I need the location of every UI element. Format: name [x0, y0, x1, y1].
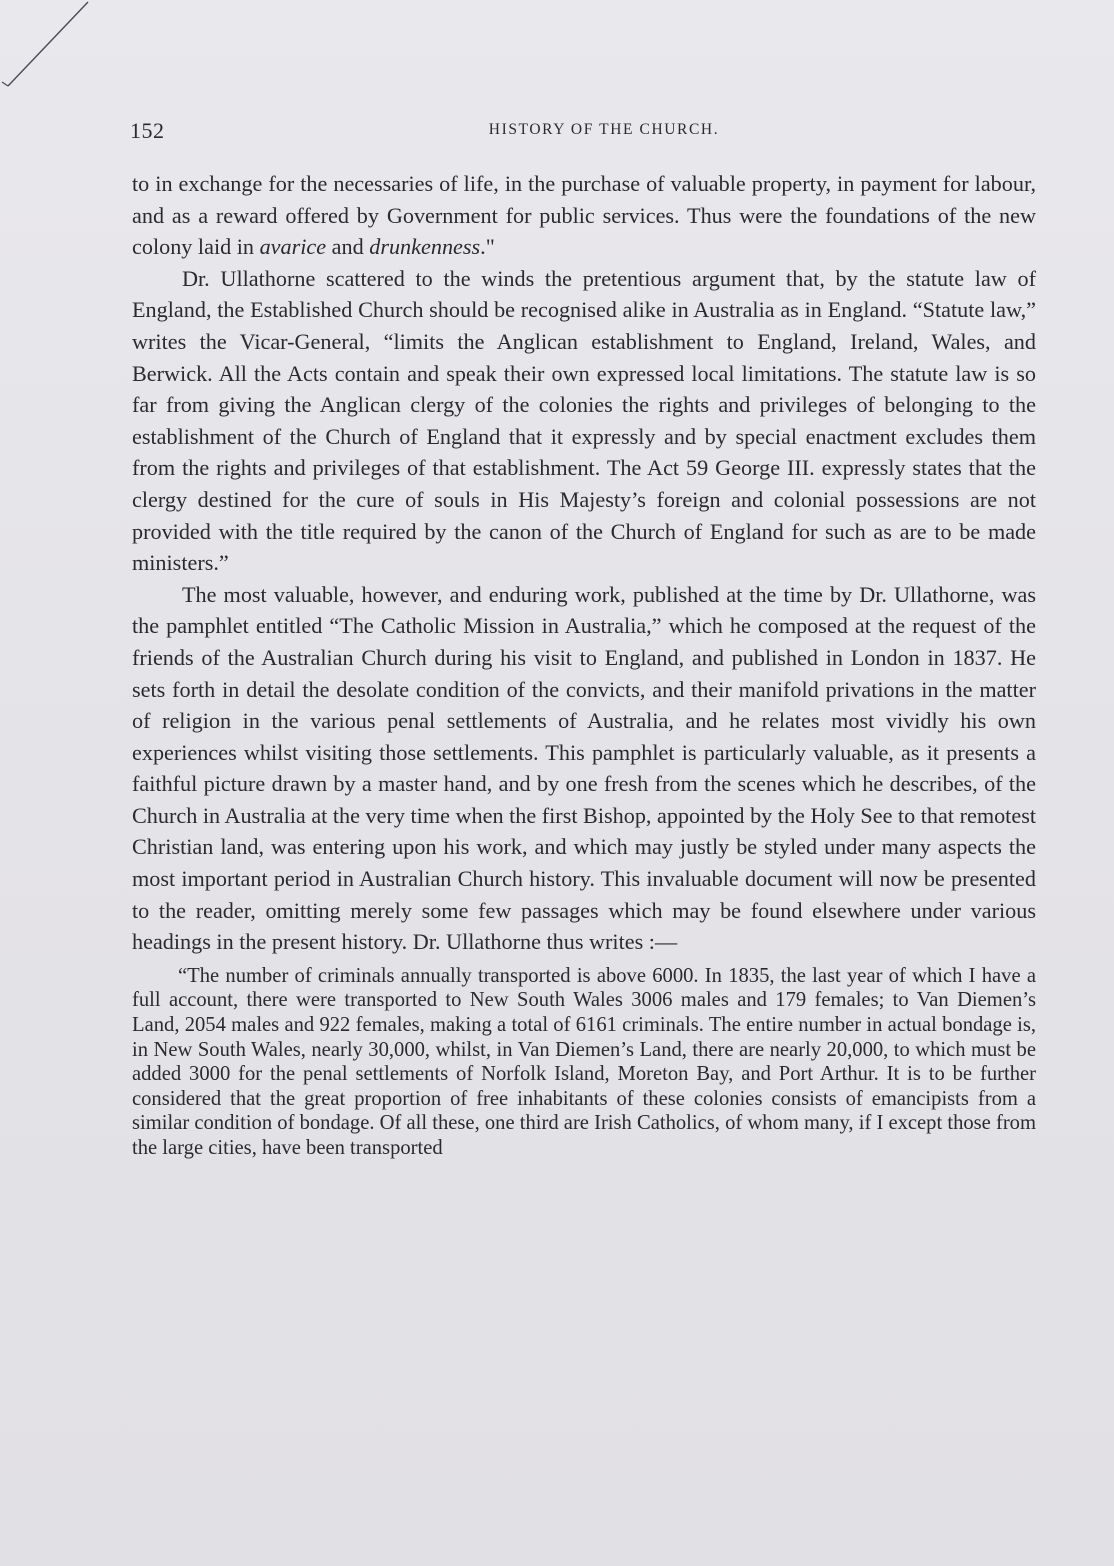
italic-word: drunkenness: [369, 234, 481, 260]
paragraph-pamphlet: The most valuable, however, and enduring work, published at the time by Dr. Ullathorne, was the pamphlet entitled “The Catholic Mission in Australia,” which he composed at the request of the friends of the Australian Church during his visit to England, and published in London in 1837. He sets forth in detail the desolate condition of the convicts, and their manifold privations in the matter of religion in the various penal settlements of Australia, and he relates most vividly his own experiences whilst visiting those settlements. This pamphlet is particularly valuable, as it presents a faithful picture drawn by a master hand, and by one fresh from the scenes which he describes, of the Church in Australia at the very time when the first Bishop, appointed by the Holy See to that remotest Christian land, was entering upon his work, and which may justly be styled under many aspects the most important period in Australian Church history. This invaluable document will now be presented to the reader, omitting merely some few passages which may be found elsewhere under various headings in the present history. Dr. Ullathorne thus writes :—: [132, 581, 1036, 955]
pencil-mark-icon: [0, 0, 100, 100]
body-text: [132, 168, 1036, 1161]
paragraph-statute-law: Dr. Ullathorne scattered to the winds the pretentious argument that, by the statute law of England, the Established Church should be recognised alike in Australia as in England. “Statute law,” writes the Vicar-General, “limits the Anglican establishment to England, Ireland, Wales, and Berwick. All the Acts contain and speak their own expressed local limitations. The statute law is so far from giving the Anglican clergy of the colonies the rights and privileges of belonging to the establishment of the Church of England that it expressly and by special enactment excludes them from the rights and privileges of that establishment. The Act 59 George III. expressly states that the clergy destined for the cure of souls in His Majesty’s foreign and colonial possessions are not provided with the title required by the canon of the Church of England for such as are to be made ministers.”: [132, 265, 1036, 576]
paragraph-text: and: [326, 234, 370, 260]
page-number: 152: [130, 118, 165, 143]
paragraph-text: to in exchange for the necessaries of life, in the purchase of valuable property, in payment for labour, and as a reward offered by Government for public services. Thus were the foundations of the new colony laid in: [132, 171, 1036, 260]
running-title: HISTORY OF THE CHURCH.: [488, 121, 720, 138]
paragraph-text: .": [480, 234, 495, 260]
running-head: [130, 118, 1038, 148]
block-quote: “The number of criminals annually transported is above 6000. In 1835, the last year of which I have a full account, there were transported to New South Wales 3006 males and 179 females; to Van Diemen’s Land, 2054 males and 922 females, making a total of 6161 criminals. The entire number in actual bondage is, in New South Wales, nearly 30,000, whilst, in Van Diemen’s Land, there are nearly 20,000, to which must be added 3000 for the penal settlements of Norfolk Island, Moreton Bay, and Port Arthur. It is to be further considered that the great proportion of free inhabitants of these colonies consists of emancipists from a similar condition of bondage. Of all these, one third are Irish Catholics, of whom many, if I except those from the large cities, have been transported: [132, 964, 1036, 1159]
paragraph-continuation: [132, 168, 1036, 263]
italic-word: avarice: [259, 234, 327, 260]
